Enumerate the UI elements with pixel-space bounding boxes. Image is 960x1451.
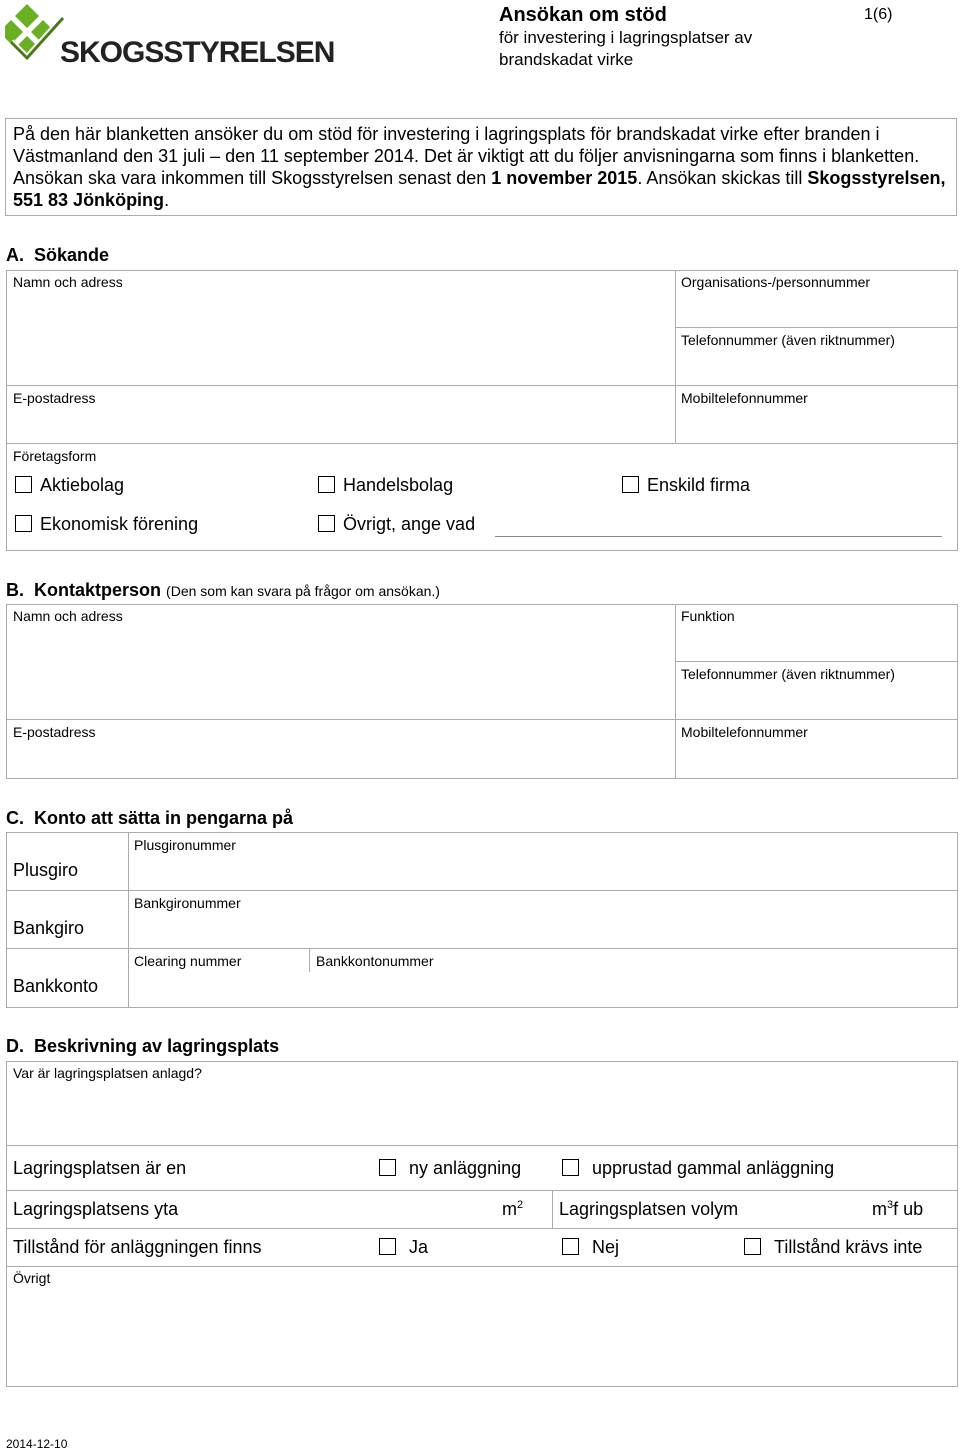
- permit-yes-label: Ja: [409, 1237, 429, 1257]
- intro-deadline: 1 november 2015: [491, 168, 638, 188]
- section-b-letter: B.: [6, 580, 24, 600]
- section-a-letter: A.: [6, 245, 24, 265]
- upgraded-facility-label: upprustad gammal anläggning: [592, 1158, 835, 1178]
- contact-function-field[interactable]: Funktion: [681, 608, 735, 624]
- applicant-mobile-field[interactable]: Mobiltelefonnummer: [681, 390, 808, 406]
- contact-name-address-field[interactable]: Namn och adress: [13, 608, 123, 624]
- contact-email-field[interactable]: E-postadress: [13, 724, 96, 740]
- account-number-field[interactable]: Bankkontonummer: [316, 953, 434, 969]
- permit-not-required-label: Tillstånd krävs inte: [774, 1237, 923, 1257]
- section-b-heading: [6, 580, 440, 601]
- section-b-note: (Den som kan svara på frågor om ansökan.): [166, 583, 440, 599]
- permit-no-checkbox[interactable]: [562, 1238, 579, 1255]
- form-title: Ansökan om stöd: [499, 4, 667, 26]
- area-unit: [502, 1199, 523, 1220]
- divider: [6, 1266, 958, 1267]
- section-c-heading: [6, 808, 293, 829]
- divider: [675, 270, 676, 444]
- applicant-phone-field[interactable]: Telefonnummer (även riktnummer): [681, 332, 895, 348]
- ekonomisk-forening-label: Ekonomisk förening: [40, 514, 199, 534]
- section-a-box: [6, 270, 958, 551]
- divider: [675, 327, 958, 328]
- enskild-firma-checkbox[interactable]: [622, 476, 639, 493]
- divider: [6, 948, 958, 949]
- page-number: 1(6): [864, 6, 893, 23]
- area-unit-sup: 2: [517, 1199, 524, 1211]
- section-b-title: Kontaktperson: [34, 580, 162, 600]
- permit-not-required-checkbox[interactable]: [744, 1238, 761, 1255]
- form-subtitle-line2: brandskadat virke: [499, 50, 634, 69]
- applicant-org-number-field[interactable]: Organisations-/personnummer: [681, 274, 871, 290]
- section-d-letter: D.: [6, 1036, 24, 1056]
- plusgiro-label: Plusgiro: [13, 860, 79, 880]
- divider: [6, 385, 958, 386]
- storage-type-label: Lagringsplatsen är en: [13, 1158, 187, 1178]
- storage-location-field[interactable]: Var är lagringsplatsen anlagd?: [13, 1065, 202, 1081]
- divider: [6, 1190, 958, 1191]
- divider: [6, 1145, 958, 1146]
- new-facility-checkbox[interactable]: [379, 1159, 396, 1176]
- intro-part1: På den här blanketten ansöker du om stöd för investering i lagringsplats för brandskadat virke efter branden i Västmanland den 31 juli – den 11 september 2014. Det är viktigt att du följer anvisningarna som finns i blanketten. Ansökan ska vara inkommen till Skogsstyrelsen senast den: [13, 124, 920, 188]
- volume-label: Lagringsplatsen volym: [559, 1199, 739, 1219]
- logo-mark-icon: [5, 2, 65, 68]
- volume-unit-sup: 3: [887, 1199, 894, 1211]
- upgraded-facility-checkbox[interactable]: [562, 1159, 579, 1176]
- divider: [6, 1228, 958, 1229]
- section-a-heading: [6, 245, 109, 266]
- footer-date: 2014-12-10: [6, 1437, 68, 1451]
- ekonomisk-forening-checkbox[interactable]: [15, 515, 32, 532]
- handelsbolag-label: Handelsbolag: [343, 475, 454, 495]
- divider: [6, 719, 958, 720]
- section-d-heading: [6, 1036, 279, 1057]
- applicant-name-address-field[interactable]: Namn och adress: [13, 274, 123, 290]
- handelsbolag-checkbox[interactable]: [318, 476, 335, 493]
- section-a-title: Sökande: [34, 245, 110, 265]
- intro-part2: . Ansökan skickas till: [637, 168, 808, 188]
- divider: [675, 661, 958, 662]
- ovrigt-label: Övrigt, ange vad: [343, 514, 476, 534]
- divider: [6, 890, 958, 891]
- section-c-title: Konto att sätta in pengarna på: [34, 808, 294, 828]
- section-c-letter: C.: [6, 808, 24, 828]
- divider: [128, 832, 129, 1008]
- other-field[interactable]: Övrigt: [13, 1270, 51, 1286]
- enskild-firma-label: Enskild firma: [647, 475, 751, 495]
- contact-phone-field[interactable]: Telefonnummer (även riktnummer): [681, 666, 895, 682]
- section-d-box: [6, 1061, 958, 1387]
- area-unit-base: m: [502, 1199, 517, 1219]
- intro-text: [5, 118, 957, 216]
- new-facility-label: ny anläggning: [409, 1158, 522, 1178]
- plusgiro-number-field[interactable]: Plusgironummer: [134, 837, 236, 853]
- logo-text: SKOGSSTYRELSEN: [60, 36, 335, 69]
- intro-address: Skogsstyrelsen, 551 83 Jönköping: [13, 168, 946, 210]
- permit-label: Tillstånd för anläggningen finns: [13, 1237, 262, 1257]
- company-form-label: Företagsform: [13, 448, 97, 464]
- volume-unit: [872, 1199, 923, 1220]
- volume-unit-suffix: f ub: [893, 1199, 924, 1219]
- permit-no-label: Nej: [592, 1237, 620, 1257]
- divider: [552, 1190, 553, 1228]
- permit-yes-checkbox[interactable]: [379, 1238, 396, 1255]
- bankgiro-label: Bankgiro: [13, 918, 85, 938]
- aktiebolag-checkbox[interactable]: [15, 476, 32, 493]
- divider: [6, 443, 958, 444]
- form-subtitle-line1: för investering i lagringsplatser av: [499, 28, 753, 47]
- bankgiro-number-field[interactable]: Bankgironummer: [134, 895, 241, 911]
- intro-part3: .: [164, 190, 170, 210]
- bankkonto-label: Bankkonto: [13, 976, 99, 996]
- volume-unit-base: m: [872, 1199, 887, 1219]
- ovrigt-specify-line[interactable]: [495, 536, 942, 537]
- section-b-box: [6, 604, 958, 779]
- contact-mobile-field[interactable]: Mobiltelefonnummer: [681, 724, 808, 740]
- area-label: Lagringsplatsens yta: [13, 1199, 179, 1219]
- ovrigt-checkbox[interactable]: [318, 515, 335, 532]
- section-d-title: Beskrivning av lagringsplats: [34, 1036, 280, 1056]
- clearing-number-field[interactable]: Clearing nummer: [134, 953, 242, 969]
- section-c-box: [6, 832, 958, 1008]
- divider: [675, 604, 676, 779]
- aktiebolag-label: Aktiebolag: [40, 475, 125, 495]
- applicant-email-field[interactable]: E-postadress: [13, 390, 96, 406]
- divider: [309, 948, 310, 972]
